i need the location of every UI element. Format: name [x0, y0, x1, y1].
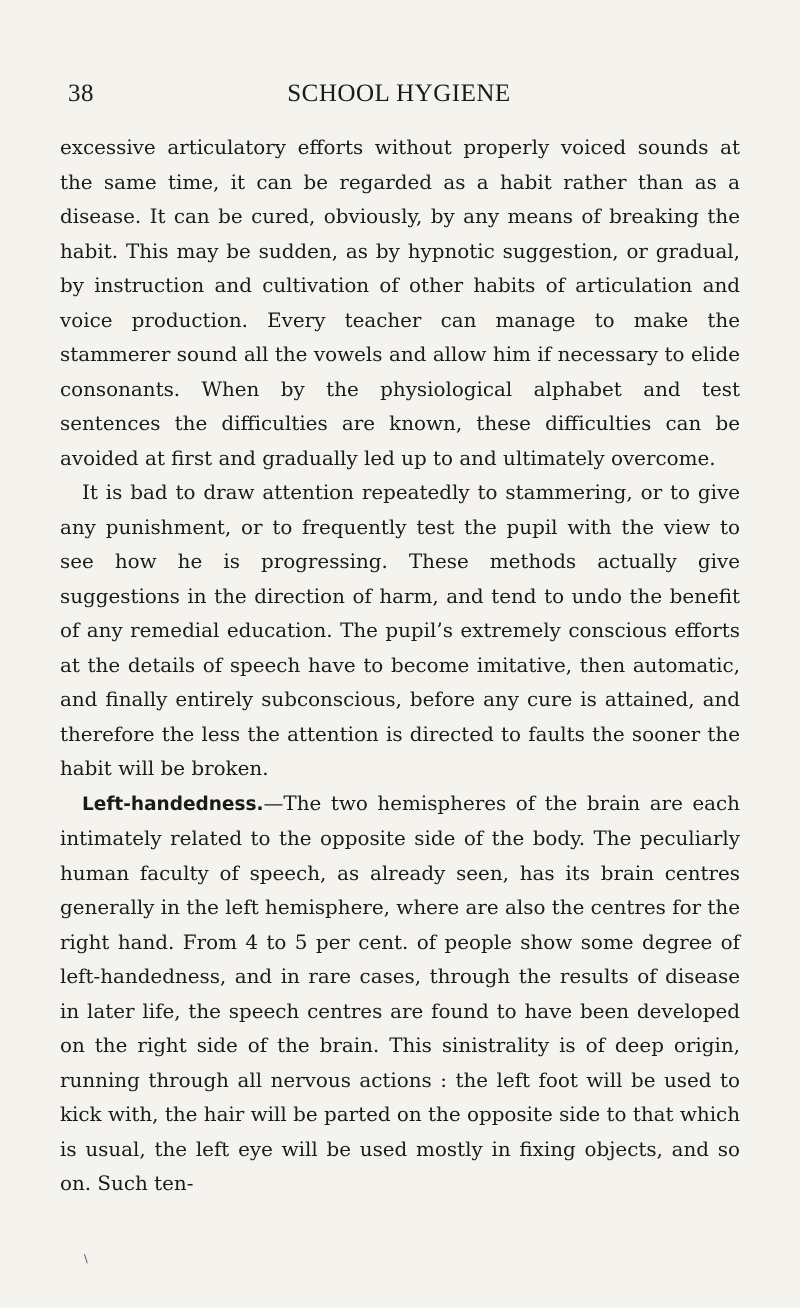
body-text — [60, 131, 740, 1202]
paragraph-left-handedness — [60, 787, 740, 1202]
signature-mark: \ — [84, 1252, 88, 1265]
section-heading-left-handedness: Left-handedness. — [82, 793, 264, 815]
running-title: SCHOOL HYGIENE — [287, 80, 511, 107]
paragraph-attention-warning: It is bad to draw attention repeatedly to stammering, or to give any punishment, or to frequently test the pupil with the view to see how he is progressing. These methods actually give suggestions in the direction of harm, and tend to undo the benefit of any remedial education. The pupil’s extremely conscious efforts at the details of speech have to become imitative, then automatic, and finally entirely subconscious, before any cure is attained, and therefore the less the attention is directed to faults the sooner the habit will be broken. — [60, 481, 740, 780]
page-number: 38 — [68, 80, 94, 107]
page-header — [68, 80, 730, 116]
paragraph-stammering-cure: excessive articulatory efforts without properly voiced sounds at the same time, it can be regarded as a habit rather than as a disease. It can be cured, obviously, by any means of breaking the habit. This may be sudden, as by hypnotic suggestion, or gradual, by instruction and cultivation of other habits of articulation and voice production. Every teacher can manage to make the stammerer sound all the vowels and allow him if necessary to elide consonants. When by the physiological alphabet and test sentences the difficulties are known, these difficulties can be avoided at first and gradually led up to and ultimately overcome. — [60, 136, 740, 470]
paragraph-left-handedness-text: —The two hemispheres of the brain are each intimately related to the opposite side of the body. The peculiarly human faculty of speech, as already seen, has its brain centres generally in the left hemisphere, where are also the centres for the right hand. From 4 to 5 per cent. of people show some degree of left-handedness, and in rare cases, through the results of disease in later life, the speech centres are found to have been developed on the right side of the brain. This sinistrality is of deep origin, running through all nervous actions : the left foot will be used to kick with, the hair will be parted on the opposite side to that which is usual, the left eye will be used mostly in fixing objects, and so on. Such ten- — [60, 791, 740, 1195]
